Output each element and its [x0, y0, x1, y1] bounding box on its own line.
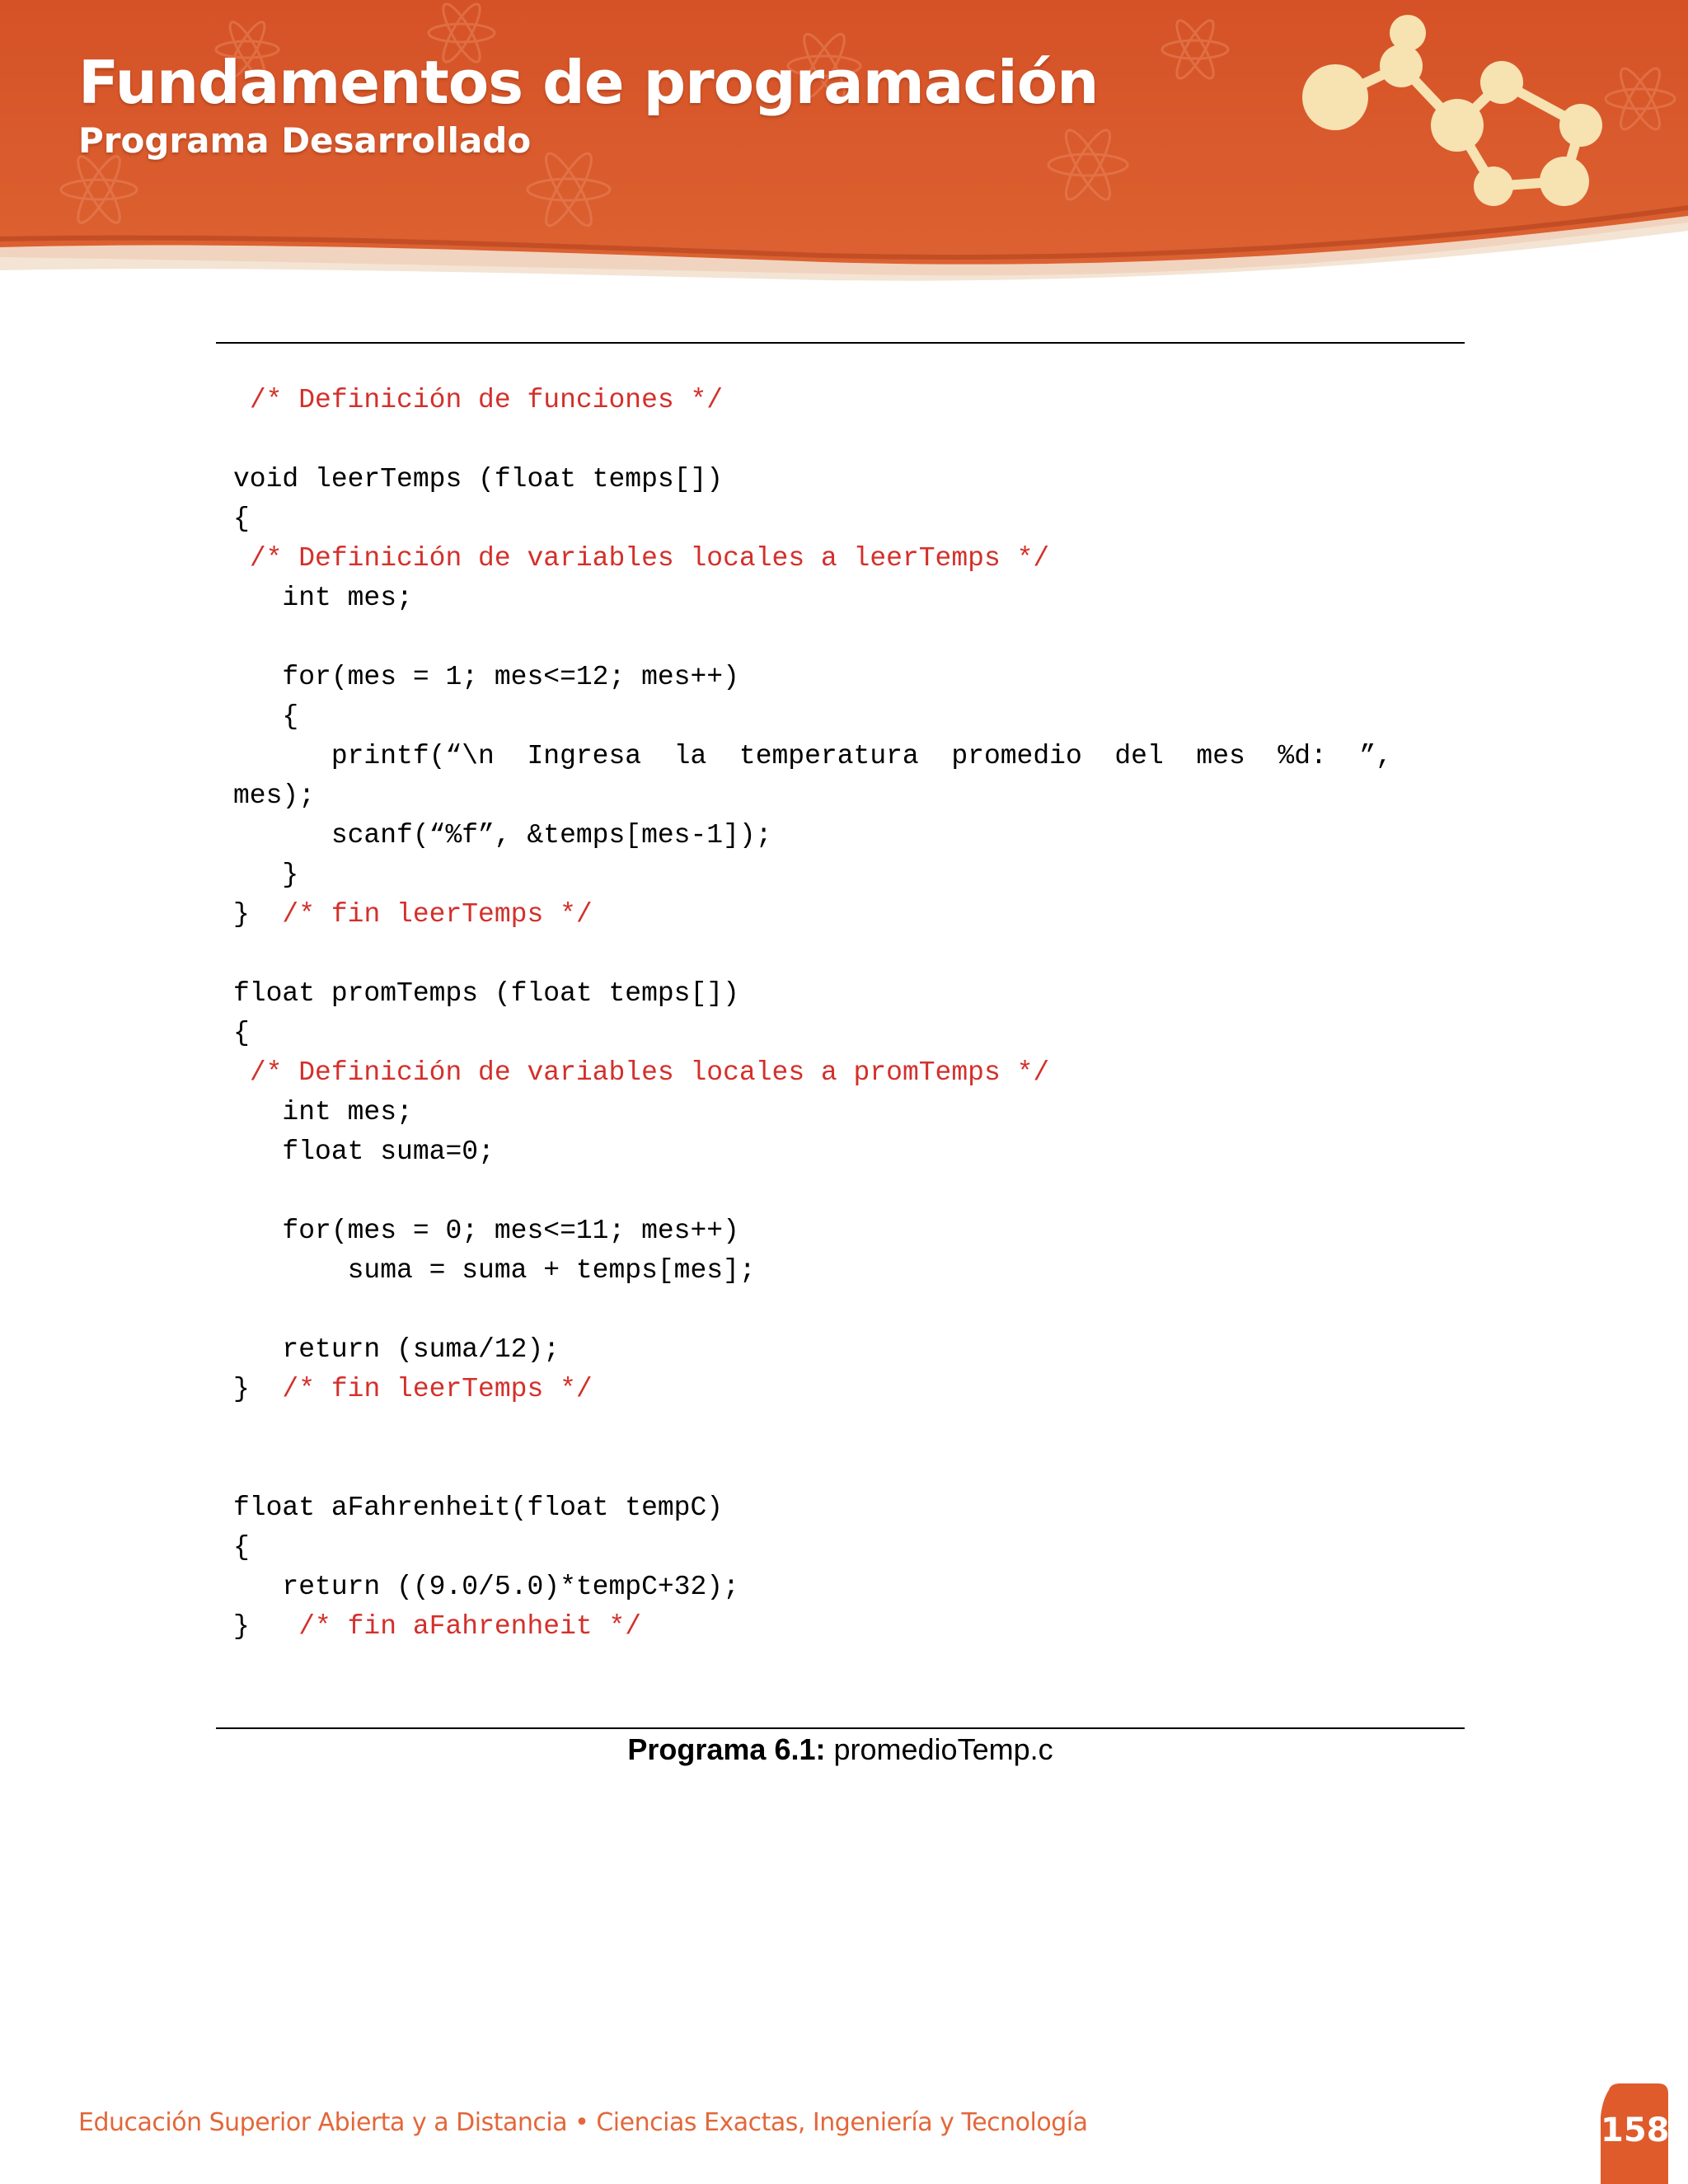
code-line — [233, 935, 1453, 974]
code-line — [233, 1172, 1453, 1212]
page-number: 158 — [1601, 2111, 1670, 2149]
code-line — [233, 1409, 1453, 1449]
code-text: { — [233, 1018, 250, 1048]
code-comment: /* Definición de variables locales a promTemps */ — [249, 1057, 1050, 1088]
code-text: } — [233, 860, 299, 890]
code-comment: /* fin leerTemps */ — [282, 899, 593, 930]
code-line — [233, 1449, 1453, 1488]
code-text: } — [233, 1611, 299, 1642]
code-text — [233, 543, 250, 574]
code-line — [233, 460, 1453, 499]
code-line — [233, 1488, 1453, 1528]
code-text: printf(“\n Ingresa la temperatura promedio del mes %d: ”, — [233, 741, 1393, 771]
code-text: { — [233, 701, 299, 732]
code-line — [233, 737, 1453, 776]
code-line — [233, 1370, 1453, 1409]
code-line — [233, 1291, 1453, 1330]
code-line — [233, 1330, 1453, 1370]
code-line — [233, 855, 1453, 895]
code-text: float aFahrenheit(float tempC) — [233, 1493, 724, 1523]
code-text: } — [233, 1374, 283, 1404]
code-text — [233, 1057, 250, 1088]
code-line — [233, 1251, 1453, 1291]
code-line — [233, 697, 1453, 737]
code-text: return ((9.0/5.0)*tempC+32); — [233, 1572, 739, 1602]
code-line — [233, 816, 1453, 855]
code-text: float promTemps (float temps[]) — [233, 978, 739, 1009]
caption-label: Programa 6.1: — [627, 1732, 826, 1766]
code-text — [233, 385, 250, 415]
code-line — [233, 618, 1453, 658]
code-top-rule — [216, 342, 1465, 344]
code-text: return (suma/12); — [233, 1334, 560, 1365]
footer-text: Educación Superior Abierta y a Distancia • Ciencias Exactas, Ingeniería y Tecnología — [78, 2108, 1088, 2137]
code-line — [233, 658, 1453, 697]
code-text: suma = suma + temps[mes]; — [233, 1255, 756, 1286]
code-line — [233, 1014, 1453, 1053]
page-title: Fundamentos de programación — [78, 48, 1099, 117]
code-line — [233, 1607, 1453, 1647]
code-line — [233, 895, 1453, 935]
code-text: } — [233, 899, 283, 930]
code-text: { — [233, 1532, 250, 1563]
code-line — [233, 1132, 1453, 1172]
code-line — [233, 1528, 1453, 1568]
code-comment: /* Definición de funciones */ — [249, 385, 724, 415]
code-line — [233, 499, 1453, 539]
code-text: scanf(“%f”, &temps[mes-1]); — [233, 820, 772, 851]
page-subtitle: Programa Desarrollado — [78, 120, 532, 161]
code-text: { — [233, 504, 250, 534]
code-line — [233, 539, 1453, 579]
code-listing — [233, 381, 1453, 1647]
caption-filename: promedioTemp.c — [825, 1732, 1053, 1766]
code-line — [233, 579, 1453, 618]
code-text: for(mes = 1; mes<=12; mes++) — [233, 662, 739, 692]
code-text: void leerTemps (float temps[]) — [233, 464, 724, 494]
code-text: float suma=0; — [233, 1137, 495, 1167]
code-line — [233, 381, 1453, 420]
code-line — [233, 1093, 1453, 1132]
code-line — [233, 974, 1453, 1014]
code-line — [233, 1053, 1453, 1093]
code-line — [233, 1212, 1453, 1251]
code-text: int mes; — [233, 583, 413, 613]
code-line — [233, 1568, 1453, 1607]
header-banner — [0, 0, 1688, 297]
program-caption — [216, 1729, 1465, 1770]
code-line — [233, 776, 1453, 816]
code-text: for(mes = 0; mes<=11; mes++) — [233, 1216, 739, 1246]
code-text: mes); — [233, 780, 316, 811]
code-line — [233, 420, 1453, 460]
code-comment: /* fin aFahrenheit */ — [298, 1611, 642, 1642]
code-comment: /* Definición de variables locales a leerTemps */ — [249, 543, 1050, 574]
code-text: int mes; — [233, 1097, 413, 1127]
code-comment: /* fin leerTemps */ — [282, 1374, 593, 1404]
